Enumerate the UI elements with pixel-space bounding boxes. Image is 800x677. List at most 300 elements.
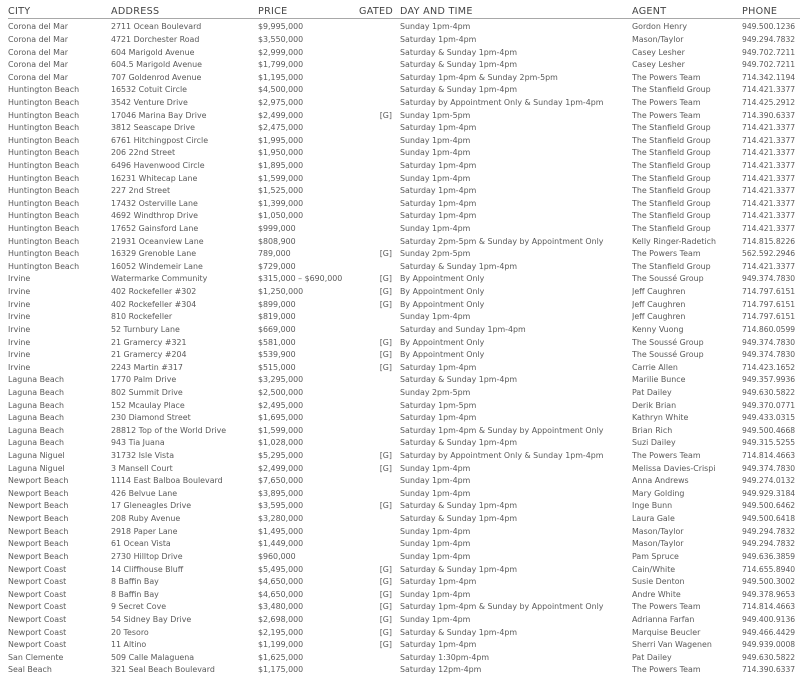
cell-city: Newport Coast — [8, 564, 67, 574]
cell-phone: 949.274.0132 — [742, 476, 796, 486]
cell-agent: Pat Dailey — [632, 387, 672, 397]
cell-city: Newport Beach — [8, 488, 69, 498]
cell-phone: 714.421.3377 — [742, 85, 796, 95]
cell-phone: 714.421.3377 — [742, 261, 796, 271]
header-agent: AGENT — [632, 6, 667, 17]
cell-gated: [G] — [379, 274, 392, 284]
table-row — [8, 487, 800, 500]
cell-phone: 949.400.9136 — [742, 614, 796, 624]
cell-phone: 949.636.3859 — [742, 551, 796, 561]
cell-agent: The Stanfield Group — [632, 135, 711, 145]
open-house-listing-table — [8, 2, 800, 676]
cell-price: $581,000 — [258, 337, 296, 347]
table-row — [8, 613, 800, 626]
table-row — [8, 399, 800, 412]
cell-city: Huntington Beach — [8, 249, 80, 259]
cell-agent: Carrie Allen — [632, 362, 678, 372]
cell-day-time: Sunday 1pm-4pm — [400, 488, 471, 498]
cell-agent: Pam Spruce — [632, 551, 679, 561]
cell-day-time: Sunday 1pm-4pm — [400, 312, 471, 322]
cell-price: $5,495,000 — [258, 564, 304, 574]
cell-city: Corona del Mar — [8, 22, 69, 32]
cell-address: 810 Rockefeller — [111, 312, 173, 322]
cell-phone: 949.374.7830 — [742, 350, 796, 360]
cell-agent: Melissa Davies-Crispi — [632, 463, 716, 473]
cell-phone: 949.374.7830 — [742, 274, 796, 284]
cell-price: $7,650,000 — [258, 476, 304, 486]
cell-price: $2,500,000 — [258, 387, 304, 397]
cell-agent: The Soussé Group — [632, 274, 704, 284]
cell-address: 1114 East Balboa Boulevard — [111, 476, 223, 486]
cell-city: Corona del Mar — [8, 72, 69, 82]
cell-day-time: Saturday by Appointment Only & Sunday 1pm-4pm — [400, 97, 604, 107]
cell-day-time: By Appointment Only — [400, 350, 485, 360]
cell-day-time: Saturday 2pm-5pm & Sunday by Appointment Only — [400, 236, 604, 246]
cell-phone: 714.342.1194 — [742, 72, 796, 82]
cell-gated: [G] — [379, 287, 392, 297]
cell-city: Newport Beach — [8, 514, 69, 524]
table-row — [8, 601, 800, 614]
cell-price: $1,695,000 — [258, 413, 304, 423]
cell-price: $2,698,000 — [258, 614, 304, 624]
cell-gated: [G] — [379, 501, 392, 511]
cell-address: 321 Seal Beach Boulevard — [111, 665, 215, 675]
cell-agent: Jeff Caughren — [632, 312, 686, 322]
cell-day-time: Saturday 1pm-4pm — [400, 640, 477, 650]
cell-city: Newport Coast — [8, 602, 67, 612]
cell-day-time: Sunday 1pm-4pm — [400, 224, 471, 234]
cell-address: 2711 Ocean Boulevard — [111, 22, 202, 32]
cell-phone: 714.814.4663 — [742, 451, 796, 461]
cell-phone: 714.421.3377 — [742, 211, 796, 221]
cell-address: 604.5 Marigold Avenue — [111, 60, 203, 70]
cell-day-time: Saturday & Sunday 1pm-4pm — [400, 261, 518, 271]
cell-price: $3,595,000 — [258, 501, 304, 511]
cell-address: 208 Ruby Avenue — [111, 514, 181, 524]
table-row — [8, 71, 800, 84]
cell-day-time: Saturday 1:30pm-4pm — [400, 652, 490, 662]
cell-day-time: Saturday & Sunday 1pm-4pm — [400, 60, 518, 70]
table-row — [8, 575, 800, 588]
table-row — [8, 638, 800, 651]
table-header — [8, 2, 800, 19]
cell-city: Corona del Mar — [8, 34, 69, 44]
cell-address: 17046 Marina Bay Drive — [111, 110, 207, 120]
cell-day-time: Saturday 1pm-4pm & Sunday 2pm-5pm — [400, 72, 558, 82]
cell-agent: The Powers Team — [632, 665, 701, 675]
cell-price: $3,480,000 — [258, 602, 304, 612]
cell-city: Huntington Beach — [8, 211, 80, 221]
cell-agent: The Stanfield Group — [632, 186, 711, 196]
cell-gated: [G] — [379, 350, 392, 360]
cell-day-time: Saturday 1pm-4pm — [400, 413, 477, 423]
cell-gated: [G] — [379, 463, 392, 473]
table-row — [8, 159, 800, 172]
cell-agent: Suzi Dailey — [632, 438, 676, 448]
cell-address: 20 Tesoro — [111, 627, 149, 637]
cell-price: $1,599,000 — [258, 425, 304, 435]
cell-day-time: Sunday 1pm-4pm — [400, 589, 471, 599]
cell-phone: 714.421.3377 — [742, 161, 796, 170]
cell-agent: Adrianna Farfan — [632, 614, 695, 624]
cell-day-time: Sunday 1pm-4pm — [400, 463, 471, 473]
cell-phone: 562.592.2946 — [742, 249, 796, 259]
cell-price: $808,900 — [258, 236, 296, 246]
cell-phone: 949.630.5822 — [742, 652, 796, 662]
cell-city: Newport Beach — [8, 501, 69, 511]
cell-agent: Kathryn White — [632, 413, 689, 423]
cell-price: $729,000 — [258, 261, 296, 271]
cell-price: $2,499,000 — [258, 463, 304, 473]
cell-day-time: Sunday 1pm-4pm — [400, 526, 471, 536]
cell-address: 17432 Osterville Lane — [111, 198, 198, 208]
cell-day-time: Sunday 2pm-5pm — [400, 249, 471, 259]
cell-city: Huntington Beach — [8, 97, 80, 107]
cell-day-time: Sunday 1pm-4pm — [400, 173, 471, 183]
cell-address: 2918 Paper Lane — [111, 526, 178, 536]
cell-agent: Kelly Ringer-Radetich — [632, 236, 716, 246]
cell-agent: Mason/Taylor — [632, 526, 684, 536]
table-row — [8, 96, 800, 109]
cell-city: Corona del Mar — [8, 47, 69, 57]
cell-phone: 949.500.4668 — [742, 425, 796, 435]
cell-price: $1,625,000 — [258, 652, 304, 662]
table-row — [8, 311, 800, 324]
cell-price: $1,199,000 — [258, 640, 304, 650]
table-row — [8, 474, 800, 487]
cell-city: Huntington Beach — [8, 135, 80, 145]
cell-address: 52 Turnbury Lane — [111, 324, 180, 334]
cell-agent: The Stanfield Group — [632, 198, 711, 208]
cell-phone: 714.814.4663 — [742, 602, 796, 612]
cell-agent: Brian Rich — [632, 425, 673, 435]
cell-agent: Mary Golding — [632, 488, 685, 498]
cell-phone: 714.421.3377 — [742, 123, 796, 133]
cell-phone: 949.702.7211 — [742, 60, 796, 70]
cell-phone: 949.378.9653 — [742, 589, 796, 599]
table-row — [8, 222, 800, 235]
table-row — [8, 273, 800, 286]
cell-phone: 714.797.6151 — [742, 299, 796, 309]
cell-phone: 714.421.3377 — [742, 186, 796, 196]
cell-phone: 949.939.0008 — [742, 640, 796, 650]
cell-city: Huntington Beach — [8, 85, 80, 95]
cell-city: Huntington Beach — [8, 261, 80, 271]
cell-gated: [G] — [379, 451, 392, 461]
cell-agent: Mason/Taylor — [632, 34, 684, 44]
cell-phone: 949.294.7832 — [742, 526, 796, 536]
cell-day-time: Saturday by Appointment Only & Sunday 1pm-4pm — [400, 451, 604, 461]
cell-day-time: Saturday 1pm-4pm — [400, 186, 477, 196]
cell-agent: Pat Dailey — [632, 652, 672, 662]
cell-city: Huntington Beach — [8, 123, 80, 133]
cell-day-time: Saturday 1pm-4pm — [400, 362, 477, 372]
cell-address: 943 Tia Juana — [111, 438, 165, 448]
cell-day-time: Saturday & Sunday 1pm-4pm — [400, 438, 518, 448]
table-row — [8, 21, 800, 34]
table-row — [8, 210, 800, 223]
cell-phone: 714.390.6337 — [742, 665, 796, 675]
cell-phone: 714.860.0599 — [742, 324, 796, 334]
cell-phone: 949.294.7832 — [742, 539, 796, 549]
cell-day-time: By Appointment Only — [400, 337, 485, 347]
cell-gated: [G] — [379, 362, 392, 372]
table-row — [8, 184, 800, 197]
cell-day-time: Sunday 1pm-4pm — [400, 22, 471, 32]
cell-phone: 714.421.3377 — [742, 224, 796, 234]
cell-price: $3,295,000 — [258, 375, 304, 385]
cell-day-time: Saturday 1pm-4pm — [400, 123, 477, 133]
cell-day-time: Saturday 1pm-4pm — [400, 34, 477, 44]
cell-address: 6761 Hitchingpost Circle — [111, 135, 209, 145]
cell-phone: 949.500.6418 — [742, 514, 796, 524]
cell-phone: 949.466.4429 — [742, 627, 796, 637]
cell-address: 152 Mcaulay Place — [111, 400, 185, 410]
cell-agent: The Stanfield Group — [632, 148, 711, 158]
cell-city: Huntington Beach — [8, 173, 80, 183]
cell-price: $1,175,000 — [258, 665, 304, 675]
table-row — [8, 336, 800, 349]
cell-price: $1,799,000 — [258, 60, 304, 70]
table-row — [8, 109, 800, 122]
cell-phone: 949.500.3002 — [742, 577, 796, 587]
cell-price: 789,000 — [258, 249, 291, 259]
cell-agent: The Stanfield Group — [632, 224, 711, 234]
table-row — [8, 361, 800, 374]
cell-day-time: Sunday 1pm-4pm — [400, 476, 471, 486]
cell-phone: 714.421.3377 — [742, 198, 796, 208]
cell-agent: The Powers Team — [632, 97, 701, 107]
cell-phone: 949.500.6462 — [742, 501, 796, 511]
cell-phone: 949.929.3184 — [742, 488, 796, 498]
cell-agent: The Powers Team — [632, 451, 701, 461]
cell-city: Laguna Niguel — [8, 451, 65, 461]
table-row — [8, 374, 800, 387]
table-row — [8, 33, 800, 46]
cell-agent: Jeff Caughren — [632, 287, 686, 297]
cell-phone: 949.315.5255 — [742, 438, 796, 448]
cell-phone: 714.425.2912 — [742, 97, 796, 107]
cell-address: 17652 Gainsford Lane — [111, 224, 199, 234]
cell-price: $1,250,000 — [258, 287, 304, 297]
cell-day-time: Saturday & Sunday 1pm-4pm — [400, 564, 518, 574]
cell-address: 16052 Windemeir Lane — [111, 261, 203, 271]
table-row — [8, 58, 800, 71]
cell-city: Newport Coast — [8, 589, 67, 599]
cell-city: Laguna Beach — [8, 387, 65, 397]
cell-price: $315,000 – $690,000 — [258, 274, 343, 284]
table-row — [8, 437, 800, 450]
cell-address: 802 Summit Drive — [111, 387, 183, 397]
cell-agent: The Powers Team — [632, 249, 701, 259]
cell-gated: [G] — [379, 627, 392, 637]
cell-phone: 714.797.6151 — [742, 312, 796, 322]
table-row — [8, 298, 800, 311]
cell-address: 11 Altino — [111, 640, 147, 650]
cell-city: Huntington Beach — [8, 161, 80, 170]
cell-price: $2,195,000 — [258, 627, 304, 637]
cell-phone: 949.433.0315 — [742, 413, 796, 423]
table-row — [8, 197, 800, 210]
cell-city: Laguna Beach — [8, 425, 65, 435]
cell-city: Huntington Beach — [8, 186, 80, 196]
cell-price: $2,499,000 — [258, 110, 304, 120]
cell-price: $1,449,000 — [258, 539, 304, 549]
cell-price: $1,028,000 — [258, 438, 304, 448]
cell-phone: 949.374.7830 — [742, 463, 796, 473]
cell-gated: [G] — [379, 589, 392, 599]
cell-city: Newport Coast — [8, 614, 67, 624]
cell-price: $9,995,000 — [258, 22, 304, 32]
cell-phone: 714.815.8226 — [742, 236, 796, 246]
table-row — [8, 424, 800, 437]
cell-agent: The Stanfield Group — [632, 173, 711, 183]
cell-city: San Clemente — [8, 652, 64, 662]
cell-agent: The Stanfield Group — [632, 211, 711, 221]
cell-gated: [G] — [379, 640, 392, 650]
cell-day-time: By Appointment Only — [400, 299, 485, 309]
cell-agent: Derik Brian — [632, 400, 677, 410]
cell-address: 8 Baffin Bay — [111, 589, 159, 599]
cell-price: $1,995,000 — [258, 135, 304, 145]
cell-address: 2243 Martin #317 — [111, 362, 183, 372]
cell-agent: Kenny Vuong — [632, 324, 684, 334]
cell-price: $3,895,000 — [258, 488, 304, 498]
cell-price: $515,000 — [258, 362, 296, 372]
cell-city: Irvine — [8, 362, 31, 372]
cell-agent: Sherri Van Wagenen — [632, 640, 712, 650]
cell-phone: 714.797.6151 — [742, 287, 796, 297]
cell-address: 230 Diamond Street — [111, 413, 191, 423]
cell-day-time: Saturday & Sunday 1pm-4pm — [400, 514, 518, 524]
cell-price: $1,495,000 — [258, 526, 304, 536]
cell-day-time: Saturday 1pm-5pm — [400, 400, 477, 410]
cell-gated: [G] — [379, 577, 392, 587]
cell-agent: The Soussé Group — [632, 350, 704, 360]
cell-day-time: Sunday 1pm-4pm — [400, 539, 471, 549]
cell-price: $4,500,000 — [258, 85, 304, 95]
cell-city: Huntington Beach — [8, 236, 80, 246]
cell-city: Irvine — [8, 350, 31, 360]
cell-day-time: Saturday 1pm-4pm — [400, 577, 477, 587]
cell-agent: The Powers Team — [632, 72, 701, 82]
cell-city: Newport Coast — [8, 627, 67, 637]
cell-gated: [G] — [379, 564, 392, 574]
cell-city: Corona del Mar — [8, 60, 69, 70]
table-row — [8, 588, 800, 601]
cell-price: $1,599,000 — [258, 173, 304, 183]
cell-price: $1,895,000 — [258, 161, 304, 170]
cell-address: 21931 Oceanview Lane — [111, 236, 204, 246]
cell-address: 3 Mansell Court — [111, 463, 173, 473]
cell-day-time: By Appointment Only — [400, 287, 485, 297]
table-row — [8, 247, 800, 260]
cell-gated: [G] — [379, 337, 392, 347]
cell-address: 604 Marigold Avenue — [111, 47, 195, 57]
cell-phone: 949.500.1236 — [742, 22, 796, 32]
cell-address: 3542 Venture Drive — [111, 97, 188, 107]
cell-agent: Susie Denton — [632, 577, 685, 587]
cell-city: Irvine — [8, 274, 31, 284]
cell-city: Newport Beach — [8, 526, 69, 536]
cell-gated: [G] — [379, 249, 392, 259]
cell-price: $999,000 — [258, 224, 296, 234]
cell-phone: 949.630.5822 — [742, 387, 796, 397]
cell-price: $899,000 — [258, 299, 296, 309]
cell-phone: 949.370.0771 — [742, 400, 796, 410]
cell-price: $2,999,000 — [258, 47, 304, 57]
cell-city: Newport Beach — [8, 551, 69, 561]
cell-city: Huntington Beach — [8, 110, 80, 120]
cell-day-time: Saturday & Sunday 1pm-4pm — [400, 375, 518, 385]
cell-agent: The Stanfield Group — [632, 85, 711, 95]
table-row — [8, 121, 800, 134]
cell-day-time: Sunday 1pm-5pm — [400, 110, 471, 120]
cell-day-time: Sunday 2pm-5pm — [400, 387, 471, 397]
table-row — [8, 260, 800, 273]
cell-price: $1,050,000 — [258, 211, 304, 221]
cell-price: $3,280,000 — [258, 514, 304, 524]
cell-day-time: Saturday 1pm-4pm — [400, 161, 477, 170]
cell-address: 402 Rockefeller #302 — [111, 287, 197, 297]
cell-address: 17 Gleneagles Drive — [111, 501, 192, 511]
cell-price: $2,475,000 — [258, 123, 304, 133]
cell-price: $539,900 — [258, 350, 296, 360]
cell-day-time: Saturday & Sunday 1pm-4pm — [400, 501, 518, 511]
cell-agent: The Stanfield Group — [632, 123, 711, 133]
cell-agent: Jeff Caughren — [632, 299, 686, 309]
cell-price: $1,195,000 — [258, 72, 304, 82]
header-gated: GATED — [359, 6, 394, 17]
cell-city: Laguna Beach — [8, 375, 65, 385]
cell-agent: Mason/Taylor — [632, 539, 684, 549]
cell-phone: 949.702.7211 — [742, 47, 796, 57]
cell-address: 16532 Cotuit Circle — [111, 85, 187, 95]
cell-day-time: Saturday and Sunday 1pm-4pm — [400, 324, 526, 334]
cell-agent: Cain/White — [632, 564, 676, 574]
cell-price: $669,000 — [258, 324, 296, 334]
cell-city: Huntington Beach — [8, 148, 80, 158]
table-row — [8, 664, 800, 677]
cell-agent: Inge Bunn — [632, 501, 673, 511]
cell-address: 21 Gramercy #204 — [111, 350, 187, 360]
table-row — [8, 348, 800, 361]
cell-day-time: Saturday 1pm-4pm — [400, 211, 477, 221]
cell-address: 16329 Grenoble Lane — [111, 249, 197, 259]
cell-agent: The Soussé Group — [632, 337, 704, 347]
header-city: CITY — [8, 6, 31, 17]
cell-price: $819,000 — [258, 312, 296, 322]
cell-gated: [G] — [379, 614, 392, 624]
cell-address: 509 Calle Malaguena — [111, 652, 195, 662]
table-row — [8, 563, 800, 576]
cell-phone: 714.421.3377 — [742, 148, 796, 158]
cell-price: $5,295,000 — [258, 451, 304, 461]
cell-gated: [G] — [379, 602, 392, 612]
cell-city: Laguna Niguel — [8, 463, 65, 473]
cell-phone: 714.390.6337 — [742, 110, 796, 120]
cell-gated: [G] — [379, 110, 392, 120]
cell-address: 6496 Havenwood Circle — [111, 161, 205, 170]
cell-address: 707 Goldenrod Avenue — [111, 72, 202, 82]
table-row — [8, 449, 800, 462]
cell-address: 426 Belvue Lane — [111, 488, 178, 498]
table-row — [8, 84, 800, 97]
cell-address: 2730 Hilltop Drive — [111, 551, 183, 561]
cell-day-time: Sunday 1pm-4pm — [400, 551, 471, 561]
cell-day-time: Saturday 12pm-4pm — [400, 665, 482, 675]
cell-price: $1,950,000 — [258, 148, 304, 158]
